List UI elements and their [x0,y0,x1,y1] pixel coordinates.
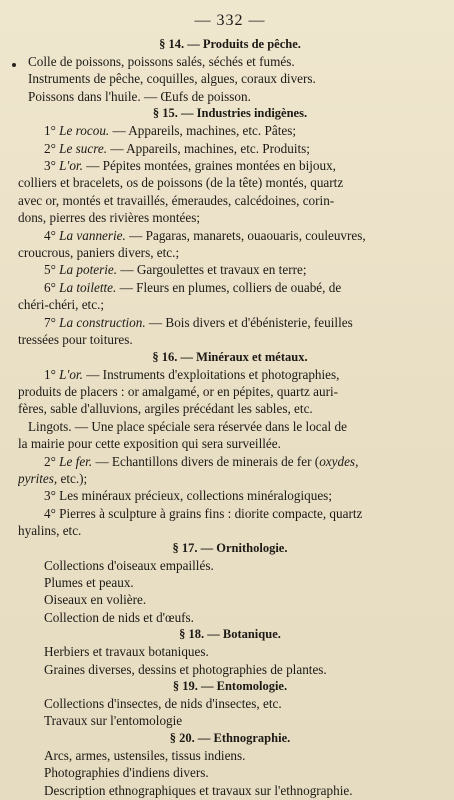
text-line: Collections d'insectes, de nids d'insectes, etc. [44,696,282,711]
text-line: dons, pierres des rivières montées; [18,210,201,226]
item-title: L'or. [59,366,83,382]
text-line: colliers et bracelets, os de poissons (de la tête) montés, quartz [18,175,344,191]
text-line: Description ethnographiques et travaux sur l'ethnographie. [44,782,353,798]
section-heading-15: § 15. — Industries indigènes. [152,106,308,121]
item-text-italic: oxydes, [319,453,359,469]
list-item [18,314,442,331]
item-number: 1° [44,366,56,382]
text-line: Arcs, armes, ustensiles, tissus indiens. [44,747,246,763]
item-title: La vannerie. [59,227,126,243]
item-title: Le sucre. [59,140,108,156]
item-number: 6° [44,279,56,295]
section-heading-17: § 17. — Ornithologie. [172,540,288,555]
item-text: — Gargoulettes et travaux en terre; [117,262,307,278]
text-line: croucrous, paniers divers, etc.; [18,245,180,261]
list-item: 4° Pierres à sculpture à grains fins : diorite compacte, quartz [44,505,363,521]
item-title: L'or. [59,158,83,174]
text-line: fères, sable d'alluvions, argiles précédant les sables, etc. [18,401,313,417]
page-number: — 332 — [194,12,266,29]
section-heading-18: § 18. — Botanique. [179,627,281,642]
text-line [18,470,442,487]
item-text: — Appareils, machines, etc. Produits; [107,140,310,156]
text-line: Poissons dans l'huile. — Œufs de poisson. [28,88,251,104]
list-item: 3° Les minéraux précieux, collections minéralogiques; [44,488,332,504]
item-text: — Fleurs en plumes, colliers de ouabé, de [116,279,342,295]
item-text-italic: pyrites, [18,470,58,486]
item-number: 5° [44,262,56,278]
list-item [18,453,442,470]
item-title: La construction. [59,314,146,330]
item-text: — Echantillons divers de minerais de fer ( [92,453,320,469]
text-line: produits de placers : or amalgamé, or en pépites, quartz auri- [18,383,339,399]
list-item [18,157,442,174]
text-line: hyalins, etc. [18,523,82,539]
item-text: — Instruments d'exploitations et photographies, [82,366,340,382]
section-heading-19: § 19. — Entomologie. [172,679,288,693]
item-title: La poterie. [59,262,118,278]
item-number: 2° [44,453,56,469]
item-number: 2° [44,140,56,156]
section-heading-14: § 14. — Produits de pêche. [159,37,301,51]
text-line: Colle de poissons, poissons salés, séchés et fumés. [28,54,295,69]
text-line: Lingots. — Une place spéciale sera réservée dans le local de [28,418,347,434]
list-item [18,366,442,383]
item-text: — Bois divers et d'ébénisterie, feuilles [145,314,353,330]
list-item [18,227,442,244]
item-number: 3° [44,158,56,174]
text-line: la mairie pour cette exposition qui sera surveillée. [18,436,281,452]
text-line: avec or, montés et travaillés, émeraudes, calcédoines, corin- [18,192,335,208]
text-line: Herbiers et travaux botaniques. [44,644,209,660]
text-line: Travaux sur l'entomologie [44,713,183,729]
text-line: tressées pour toitures. [18,332,133,348]
list-item [18,140,442,157]
text-line: Collection de nids et d'œufs. [44,609,194,625]
text-line: Collections d'oiseaux empaillés. [44,557,214,573]
section-heading-16: § 16. — Minéraux et métaux. [152,349,308,364]
item-text: etc.); [57,470,88,486]
text-line: Instruments de pêche, coquilles, algues, coraux divers. [28,71,316,87]
item-number: 7° [44,314,56,330]
item-text: — Pagaras, manarets, ouaouaris, couleuvres, [125,227,366,243]
text-line: Plumes et peaux. [44,574,134,590]
text-line: Graines diverses, dessins et photographies de plantes. [44,661,327,677]
text-line: chéri-chéri, etc.; [18,297,105,313]
item-title: Le rocou. [59,123,110,139]
item-title: La toilette. [59,279,117,295]
text-line: Oiseaux en volière. [44,592,147,608]
ink-dot-mark [12,63,16,67]
item-number: 4° [44,227,56,243]
section-heading-20: § 20. — Ethnographie. [169,730,291,745]
item-text: — Pépites montées, graines montées en bijoux, [82,158,336,174]
list-item [18,261,442,278]
list-item [18,279,442,296]
item-title: Le fer. [59,453,93,469]
item-number: 1° [44,123,56,139]
item-text: — Appareils, machines, etc. Pâtes; [109,123,297,139]
text-line: Photographies d'indiens divers. [44,765,209,781]
list-item [18,122,442,139]
